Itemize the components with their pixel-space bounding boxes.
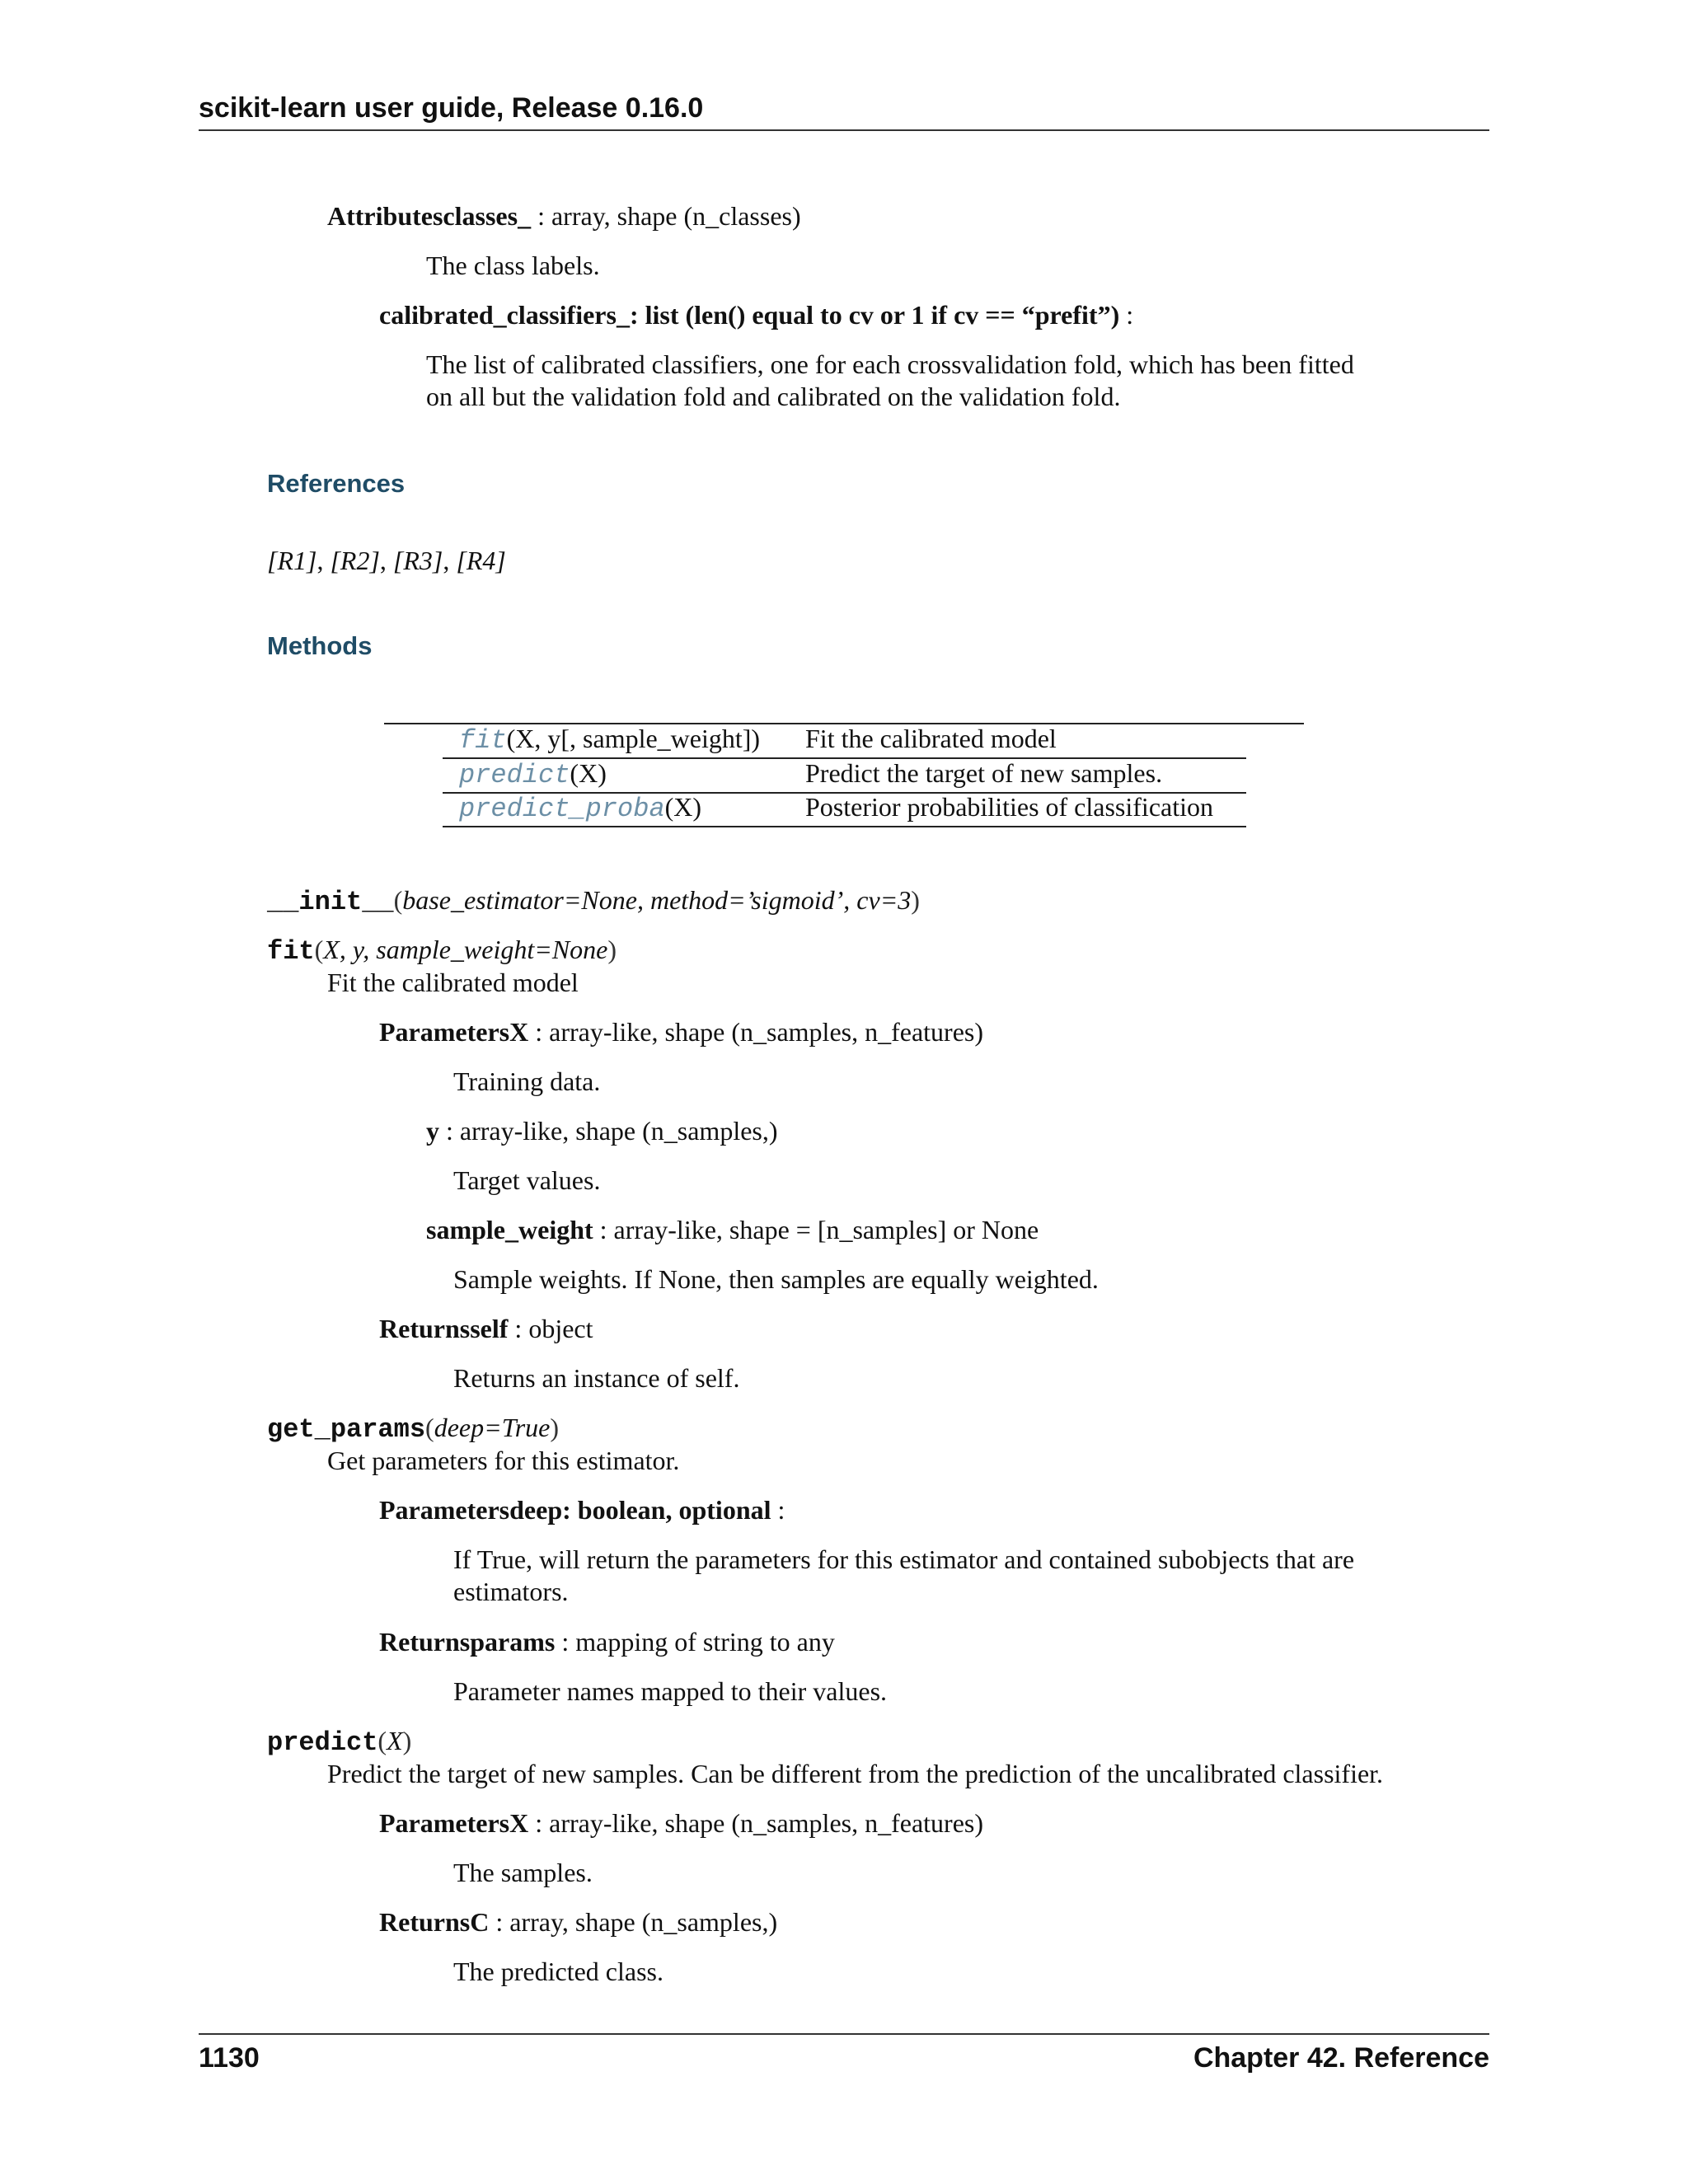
page-number: 1130 [199, 2042, 260, 2074]
return-type: : object [508, 1314, 593, 1343]
method-desc: Predict the target of new samples. [805, 758, 1163, 788]
fit-param-sample-weight [426, 1215, 1039, 1245]
reference-sep: , [443, 546, 457, 575]
method-desc: Posterior probabilities of classification [805, 792, 1213, 822]
reference-link-r1[interactable]: [R1] [267, 546, 317, 575]
param-name: X [509, 1017, 529, 1047]
sig-close-paren: ) [911, 885, 920, 915]
references-heading: References [267, 469, 406, 498]
attr-calibrated-desc-1: The list of calibrated classifiers, one for each crossvalidation fold, which has been fitted [426, 349, 1354, 379]
return-name: self [470, 1314, 509, 1343]
param-type: : array-like, shape (n_samples,) [439, 1116, 778, 1146]
param-type: : array-like, shape (n_samples, n_features) [528, 1808, 984, 1838]
reference-link-r2[interactable]: [R2] [330, 546, 380, 575]
fit-summary: Fit the calibrated model [327, 968, 579, 997]
reference-link-r3[interactable]: [R3] [392, 546, 443, 575]
get-params-sig-args: deep=True [434, 1413, 551, 1442]
predict-summary: Predict the target of new samples. Can be different from the prediction of the uncalibrated classifier. [327, 1759, 1384, 1788]
attr-classes-type: : array, shape (n_classes) [531, 201, 801, 231]
attr-calibrated-type: : [1119, 300, 1134, 330]
returns-label: Returns [379, 1627, 471, 1657]
fit-param-y [426, 1116, 778, 1146]
fit-returns [379, 1314, 593, 1344]
attr-classes-name: classes_ [443, 201, 532, 231]
return-desc: The predicted class. [453, 1957, 663, 1986]
return-type: : array, shape (n_samples,) [489, 1907, 778, 1937]
param-desc: Training data. [453, 1066, 601, 1096]
return-name: C [470, 1907, 490, 1937]
param-type: : array-like, shape (n_samples, n_features) [528, 1017, 984, 1047]
predict-sig-name: predict [267, 1727, 378, 1758]
method-args: (X, y[, sample_weight]) [506, 724, 761, 753]
parameters-label: Parameters [379, 1495, 510, 1525]
get-params-sig-name: get_params [267, 1414, 426, 1445]
return-type: : mapping of string to any [555, 1627, 835, 1657]
sig-close-paren: ) [607, 935, 617, 964]
fit-param-x [379, 1017, 983, 1047]
get-params-returns [379, 1627, 835, 1657]
returns-label: Returns [379, 1907, 471, 1937]
attr-calibrated-desc-2: on all but the validation fold and calibrated on the validation fold. [426, 382, 1121, 411]
param-type: : [771, 1495, 785, 1525]
reference-link-r4[interactable]: [R4] [456, 546, 506, 575]
param-desc: The samples. [453, 1858, 593, 1887]
returns-label: Returns [379, 1314, 471, 1343]
param-name: sample_weight [426, 1215, 593, 1244]
init-signature [267, 885, 920, 917]
attributes-calibrated [379, 300, 1133, 330]
predict-returns [379, 1907, 777, 1938]
methods-row [459, 792, 701, 824]
sig-close-paren: ) [550, 1413, 560, 1442]
fit-signature [267, 935, 617, 967]
attr-classes-desc: The class labels. [426, 251, 600, 280]
reference-sep: , [316, 546, 331, 575]
predict-sig-args: X [387, 1726, 403, 1755]
param-desc-line-2: estimators. [453, 1577, 569, 1606]
method-desc: Fit the calibrated model [805, 724, 1057, 753]
fit-sig-name: fit [267, 936, 315, 967]
references-list [267, 546, 506, 576]
predict-param-x [379, 1808, 983, 1839]
param-desc: Target values. [453, 1165, 601, 1195]
attr-calibrated-name: calibrated_classifiers_: list (len() equal to cv or 1 if cv == “prefit”) [379, 300, 1120, 330]
method-link-predict-proba[interactable]: predict_proba [459, 794, 665, 824]
sig-open-paren: ( [393, 885, 403, 915]
method-link-predict[interactable]: predict [459, 760, 570, 790]
init-sig-args: base_estimator=None, method=’sigmoid’, cv=3 [402, 885, 912, 915]
chapter-title: Chapter 42. Reference [1193, 2042, 1489, 2074]
sig-close-paren: ) [402, 1726, 412, 1755]
method-args: (X) [570, 758, 607, 788]
fit-sig-args: X, y, sample_weight=None [323, 935, 608, 964]
get-params-summary: Get parameters for this estimator. [327, 1446, 680, 1475]
get-params-param-deep [379, 1495, 785, 1526]
return-desc: Parameter names mapped to their values. [453, 1676, 888, 1706]
method-args: (X) [664, 792, 702, 822]
param-name: X [509, 1808, 529, 1838]
sig-open-paren: ( [377, 1726, 387, 1755]
attributes-classes [327, 201, 801, 232]
param-name: deep: boolean, optional [509, 1495, 771, 1525]
header-rule [199, 129, 1489, 131]
return-name: params [470, 1627, 556, 1657]
get-params-signature [267, 1413, 559, 1445]
return-desc: Returns an instance of self. [453, 1363, 740, 1393]
reference-sep: , [379, 546, 393, 575]
running-header: scikit-learn user guide, Release 0.16.0 [199, 92, 704, 124]
methods-row [459, 724, 760, 756]
param-desc-line-1: If True, will return the parameters for this estimator and contained subobjects that are [453, 1544, 1355, 1574]
methods-table-bottom-rule [443, 826, 1246, 827]
methods-heading: Methods [267, 631, 373, 660]
footer-rule [199, 2033, 1489, 2035]
param-type: : array-like, shape = [n_samples] or None [593, 1215, 1039, 1244]
method-link-fit[interactable]: fit [459, 725, 507, 756]
param-desc: Sample weights. If None, then samples are equally weighted. [453, 1264, 1099, 1294]
parameters-label: Parameters [379, 1017, 510, 1047]
sig-open-paren: ( [425, 1413, 434, 1442]
predict-signature [267, 1726, 411, 1758]
attributes-label: Attributes [327, 201, 443, 231]
parameters-label: Parameters [379, 1808, 510, 1838]
methods-row [459, 758, 607, 790]
init-sig-name: __init__ [267, 887, 394, 917]
param-name: y [426, 1116, 439, 1146]
sig-open-paren: ( [314, 935, 324, 964]
